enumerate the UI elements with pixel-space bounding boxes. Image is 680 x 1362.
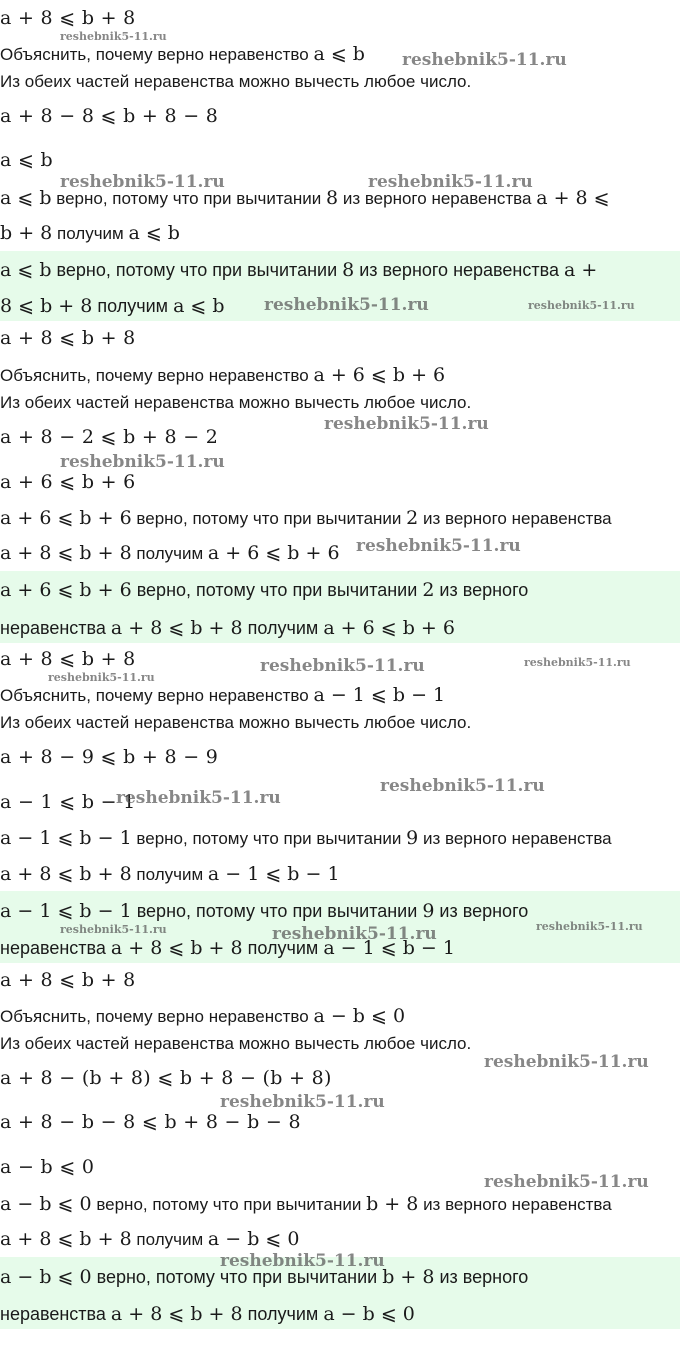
math: a ⩽ b	[173, 295, 225, 317]
task-math: a − 1 ⩽ b − 1	[313, 684, 446, 706]
watermark: reshebnik5-11.ru	[524, 656, 631, 669]
watermark: reshebnik5-11.ru	[528, 299, 635, 312]
text: верно, потому что при вычитании	[136, 580, 418, 600]
math: a ⩽ b	[128, 222, 180, 244]
watermark: reshebnik5-11.ru	[368, 172, 533, 192]
math: 8 ⩽ b + 8	[0, 295, 93, 317]
explanation-line	[0, 826, 612, 851]
text: получим	[136, 1230, 204, 1249]
hint-text: Из обеих частей неравенства можно вычесть любое число.	[0, 713, 472, 732]
math: 9	[422, 900, 435, 922]
explanation-line	[0, 1227, 299, 1252]
hint-text: Из обеих частей неравенства можно вычесть любое число.	[0, 72, 472, 91]
watermark: reshebnik5-11.ru	[484, 1052, 649, 1072]
task-statement	[0, 1004, 405, 1029]
math: a + 8 ⩽	[536, 187, 610, 209]
explanation-line	[0, 506, 612, 531]
math: a + 8 ⩽ b + 8	[110, 937, 243, 959]
watermark: reshebnik5-11.ru	[60, 452, 225, 472]
text: из верного	[439, 580, 529, 600]
math: a − b ⩽ 0	[0, 1193, 92, 1215]
explanation-line	[0, 221, 180, 246]
hint-text: Из обеих частей неравенства можно вычесть любое число.	[0, 393, 472, 412]
math: a − 1 ⩽ b − 1	[323, 937, 455, 959]
task-math: a ⩽ b	[313, 43, 365, 65]
text: верно, потому что при вычитании	[96, 1195, 362, 1214]
task-statement	[0, 683, 445, 708]
watermark: reshebnik5-11.ru	[536, 920, 643, 933]
watermark: reshebnik5-11.ru	[260, 656, 425, 676]
result-line: a − b ⩽ 0	[0, 1156, 95, 1178]
task-text: Объяснить, почему верно неравенство	[0, 1007, 309, 1026]
text: получим	[247, 618, 319, 638]
math: a + 8 ⩽ b + 8	[0, 1228, 132, 1250]
answer-line	[0, 258, 597, 282]
given-inequality: a + 8 ⩽ b + 8	[0, 648, 136, 670]
text: из верного	[439, 901, 529, 921]
math: a +	[564, 259, 598, 281]
answer-line	[0, 578, 528, 602]
math: 2	[422, 579, 435, 601]
explanation-line	[0, 1192, 612, 1217]
watermark: reshebnik5-11.ru	[402, 50, 567, 70]
step-line: a + 8 − (b + 8) ⩽ b + 8 − (b + 8)	[0, 1067, 332, 1089]
task-text: Объяснить, почему верно неравенство	[0, 686, 309, 705]
watermark: reshebnik5-11.ru	[324, 414, 489, 434]
text: получим	[56, 224, 124, 243]
explanation-line	[0, 541, 340, 566]
step-line: a + 8 − 8 ⩽ b + 8 − 8	[0, 105, 219, 127]
watermark: reshebnik5-11.ru	[60, 30, 167, 43]
text: из верного неравенства	[423, 1195, 612, 1214]
math: 2	[406, 507, 419, 529]
task-math: a − b ⩽ 0	[313, 1005, 406, 1027]
math: b + 8	[366, 1193, 419, 1215]
text: неравенства	[0, 938, 106, 958]
math: a − 1 ⩽ b − 1	[0, 900, 132, 922]
math: a − b ⩽ 0	[0, 1266, 92, 1288]
math: a + 8 ⩽ b + 8	[110, 617, 243, 639]
watermark: reshebnik5-11.ru	[484, 1172, 649, 1192]
text: из верного неравенства	[423, 509, 612, 528]
answer-line	[0, 1302, 415, 1326]
watermark: reshebnik5-11.ru	[116, 788, 281, 808]
hint-text: Из обеих частей неравенства можно вычесть любое число.	[0, 1034, 472, 1053]
task-statement	[0, 363, 445, 388]
step-line: a + 8 − b − 8 ⩽ b + 8 − b − 8	[0, 1111, 301, 1133]
math: a − b ⩽ 0	[323, 1303, 415, 1325]
math: a + 6 ⩽ b + 6	[323, 617, 455, 639]
math: 8	[342, 259, 355, 281]
watermark: reshebnik5-11.ru	[380, 776, 545, 796]
given-inequality: a + 8 ⩽ b + 8	[0, 7, 136, 29]
watermark: reshebnik5-11.ru	[272, 924, 437, 944]
text: получим	[136, 865, 204, 884]
math: b + 8	[0, 222, 53, 244]
answer-line	[0, 294, 225, 318]
task-text: Объяснить, почему верно неравенство	[0, 45, 309, 64]
watermark: reshebnik5-11.ru	[356, 536, 521, 556]
math: 8	[326, 187, 339, 209]
watermark: reshebnik5-11.ru	[264, 295, 429, 315]
result-line: a ⩽ b	[0, 149, 53, 171]
task-statement	[0, 42, 365, 67]
given-inequality: a + 8 ⩽ b + 8	[0, 327, 136, 349]
math: a ⩽ b	[0, 259, 52, 281]
answer-line	[0, 899, 528, 923]
text: верно, потому что при вычитании	[56, 189, 322, 208]
math: a + 8 ⩽ b + 8	[0, 542, 132, 564]
text: верно, потому что при вычитании	[96, 1267, 378, 1287]
step-line: a + 8 − 2 ⩽ b + 8 − 2	[0, 426, 219, 448]
math: a + 8 ⩽ b + 8	[0, 863, 132, 885]
math: a + 6 ⩽ b + 6	[0, 579, 132, 601]
math: 9	[406, 827, 419, 849]
text: получим	[136, 544, 204, 563]
text: верно, потому что при вычитании	[136, 901, 418, 921]
text: из верного неравенства	[359, 260, 559, 280]
text: верно, потому что при вычитании	[136, 509, 402, 528]
math: a ⩽ b	[0, 187, 52, 209]
text: неравенства	[0, 618, 106, 638]
text: верно, потому что при вычитании	[136, 829, 402, 848]
math: b + 8	[382, 1266, 435, 1288]
math: a + 6 ⩽ b + 6	[207, 542, 340, 564]
text: из верного неравенства	[423, 829, 612, 848]
text: верно, потому что при вычитании	[56, 260, 338, 280]
explanation-line	[0, 862, 340, 887]
math: a − 1 ⩽ b − 1	[207, 863, 340, 885]
text: из верного неравенства	[342, 189, 532, 208]
text: получим	[247, 938, 319, 958]
math: a + 6 ⩽ b + 6	[0, 507, 132, 529]
step-line: a + 8 − 9 ⩽ b + 8 − 9	[0, 746, 219, 768]
answer-line	[0, 616, 455, 640]
text: получим	[247, 1304, 319, 1324]
text: неравенства	[0, 1304, 106, 1324]
text: получим	[97, 296, 169, 316]
watermark: reshebnik5-11.ru	[60, 923, 167, 936]
result-line: a + 6 ⩽ b + 6	[0, 471, 136, 493]
task-math: a + 6 ⩽ b + 6	[313, 364, 446, 386]
result-line: a − 1 ⩽ b − 1	[0, 791, 136, 813]
math: a − 1 ⩽ b − 1	[0, 827, 132, 849]
watermark: reshebnik5-11.ru	[60, 172, 225, 192]
text: из верного	[439, 1267, 529, 1287]
math: a − b ⩽ 0	[207, 1228, 300, 1250]
task-text: Объяснить, почему верно неравенство	[0, 366, 309, 385]
watermark: reshebnik5-11.ru	[48, 671, 155, 684]
math: a + 8 ⩽ b + 8	[110, 1303, 243, 1325]
watermark: reshebnik5-11.ru	[220, 1251, 385, 1271]
watermark: reshebnik5-11.ru	[220, 1092, 385, 1112]
given-inequality: a + 8 ⩽ b + 8	[0, 969, 136, 991]
